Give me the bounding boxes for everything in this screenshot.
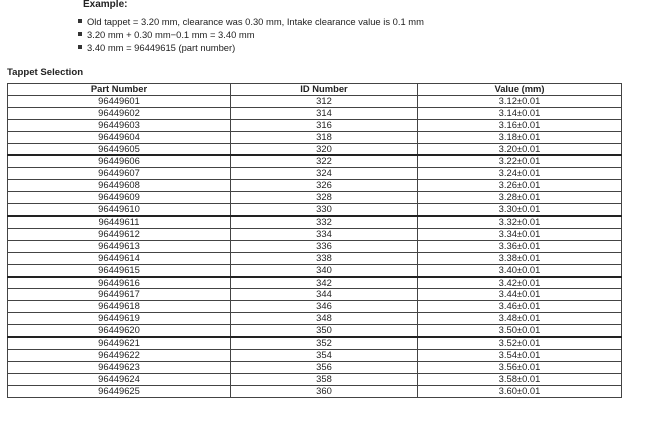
cell-id-number: 360 xyxy=(231,385,418,397)
table-row xyxy=(8,240,622,252)
header-value: Value (mm) xyxy=(418,84,622,96)
cell-value: 3.40±0.01 xyxy=(418,264,622,276)
tappet-selection-table xyxy=(7,83,622,398)
cell-part-number: 96449621 xyxy=(8,337,231,349)
table-row xyxy=(8,385,622,397)
cell-part-number: 96449618 xyxy=(8,301,231,313)
cell-part-number: 96449602 xyxy=(8,107,231,119)
cell-value: 3.54±0.01 xyxy=(418,349,622,361)
cell-part-number: 96449623 xyxy=(8,361,231,373)
cell-part-number: 96449613 xyxy=(8,240,231,252)
cell-value: 3.32±0.01 xyxy=(418,216,622,228)
cell-part-number: 96449601 xyxy=(8,95,231,107)
cell-value: 3.38±0.01 xyxy=(418,252,622,264)
table-row xyxy=(8,337,622,349)
cell-value: 3.20±0.01 xyxy=(418,143,622,155)
cell-id-number: 336 xyxy=(231,240,418,252)
table-row xyxy=(8,252,622,264)
table-row xyxy=(8,119,622,131)
cell-part-number: 96449605 xyxy=(8,143,231,155)
table-row xyxy=(8,216,622,228)
cell-value: 3.60±0.01 xyxy=(418,385,622,397)
cell-id-number: 324 xyxy=(231,168,418,180)
cell-value: 3.50±0.01 xyxy=(418,325,622,337)
header-id-number: ID Number xyxy=(231,84,418,96)
cell-id-number: 312 xyxy=(231,95,418,107)
table-row xyxy=(8,373,622,385)
cell-value: 3.22±0.01 xyxy=(418,155,622,167)
cell-value: 3.34±0.01 xyxy=(418,228,622,240)
table-row xyxy=(8,277,622,289)
table-row xyxy=(8,325,622,337)
table-row xyxy=(8,131,622,143)
cell-value: 3.48±0.01 xyxy=(418,313,622,325)
cell-id-number: 334 xyxy=(231,228,418,240)
cell-id-number: 352 xyxy=(231,337,418,349)
cell-id-number: 318 xyxy=(231,131,418,143)
cell-part-number: 96449611 xyxy=(8,216,231,228)
table-row xyxy=(8,168,622,180)
table-row xyxy=(8,204,622,216)
example-line: Old tappet = 3.20 mm, clearance was 0.30 mm, Intake clearance value is 0.1 mm xyxy=(78,15,424,28)
table-row xyxy=(8,192,622,204)
table-row xyxy=(8,301,622,313)
cell-id-number: 330 xyxy=(231,204,418,216)
cell-id-number: 332 xyxy=(231,216,418,228)
cell-id-number: 340 xyxy=(231,264,418,276)
cell-part-number: 96449614 xyxy=(8,252,231,264)
cell-id-number: 316 xyxy=(231,119,418,131)
cell-value: 3.14±0.01 xyxy=(418,107,622,119)
cell-value: 3.36±0.01 xyxy=(418,240,622,252)
cell-part-number: 96449608 xyxy=(8,180,231,192)
cell-id-number: 338 xyxy=(231,252,418,264)
table-row xyxy=(8,95,622,107)
cell-value: 3.24±0.01 xyxy=(418,168,622,180)
cell-part-number: 96449619 xyxy=(8,313,231,325)
cell-part-number: 96449615 xyxy=(8,264,231,276)
example-line: 3.40 mm = 96449615 (part number) xyxy=(78,41,424,54)
table-row xyxy=(8,313,622,325)
table-header-row xyxy=(8,84,622,96)
cell-part-number: 96449625 xyxy=(8,385,231,397)
table-row xyxy=(8,228,622,240)
cell-id-number: 350 xyxy=(231,325,418,337)
table-row xyxy=(8,361,622,373)
cell-part-number: 96449620 xyxy=(8,325,231,337)
cell-id-number: 314 xyxy=(231,107,418,119)
cell-id-number: 342 xyxy=(231,277,418,289)
cell-value: 3.18±0.01 xyxy=(418,131,622,143)
cell-part-number: 96449617 xyxy=(8,289,231,301)
header-part-number: Part Number xyxy=(8,84,231,96)
cell-id-number: 344 xyxy=(231,289,418,301)
cell-part-number: 96449603 xyxy=(8,119,231,131)
table-row xyxy=(8,264,622,276)
cell-value: 3.16±0.01 xyxy=(418,119,622,131)
cell-id-number: 354 xyxy=(231,349,418,361)
example-line: 3.20 mm + 0.30 mm−0.1 mm = 3.40 mm xyxy=(78,28,424,41)
table-row xyxy=(8,143,622,155)
cell-id-number: 358 xyxy=(231,373,418,385)
cell-id-number: 326 xyxy=(231,180,418,192)
cell-value: 3.44±0.01 xyxy=(418,289,622,301)
cell-part-number: 96449610 xyxy=(8,204,231,216)
table-row xyxy=(8,107,622,119)
table-row xyxy=(8,155,622,167)
cell-value: 3.58±0.01 xyxy=(418,373,622,385)
cell-part-number: 96449624 xyxy=(8,373,231,385)
table-row xyxy=(8,289,622,301)
cell-id-number: 320 xyxy=(231,143,418,155)
table-row xyxy=(8,180,622,192)
cell-part-number: 96449606 xyxy=(8,155,231,167)
table-row xyxy=(8,349,622,361)
cell-value: 3.42±0.01 xyxy=(418,277,622,289)
cell-value: 3.56±0.01 xyxy=(418,361,622,373)
cell-value: 3.26±0.01 xyxy=(418,180,622,192)
cell-value: 3.12±0.01 xyxy=(418,95,622,107)
cell-part-number: 96449616 xyxy=(8,277,231,289)
cell-value: 3.52±0.01 xyxy=(418,337,622,349)
cell-part-number: 96449622 xyxy=(8,349,231,361)
cell-value: 3.28±0.01 xyxy=(418,192,622,204)
cell-id-number: 322 xyxy=(231,155,418,167)
cell-part-number: 96449612 xyxy=(8,228,231,240)
cell-part-number: 96449609 xyxy=(8,192,231,204)
section-title: Tappet Selection xyxy=(7,67,84,78)
cell-value: 3.30±0.01 xyxy=(418,204,622,216)
cell-id-number: 328 xyxy=(231,192,418,204)
cell-part-number: 96449604 xyxy=(8,131,231,143)
cell-part-number: 96449607 xyxy=(8,168,231,180)
example-title: Example: xyxy=(83,0,128,10)
cell-id-number: 346 xyxy=(231,301,418,313)
cell-id-number: 356 xyxy=(231,361,418,373)
cell-id-number: 348 xyxy=(231,313,418,325)
cell-value: 3.46±0.01 xyxy=(418,301,622,313)
example-list xyxy=(78,15,424,54)
